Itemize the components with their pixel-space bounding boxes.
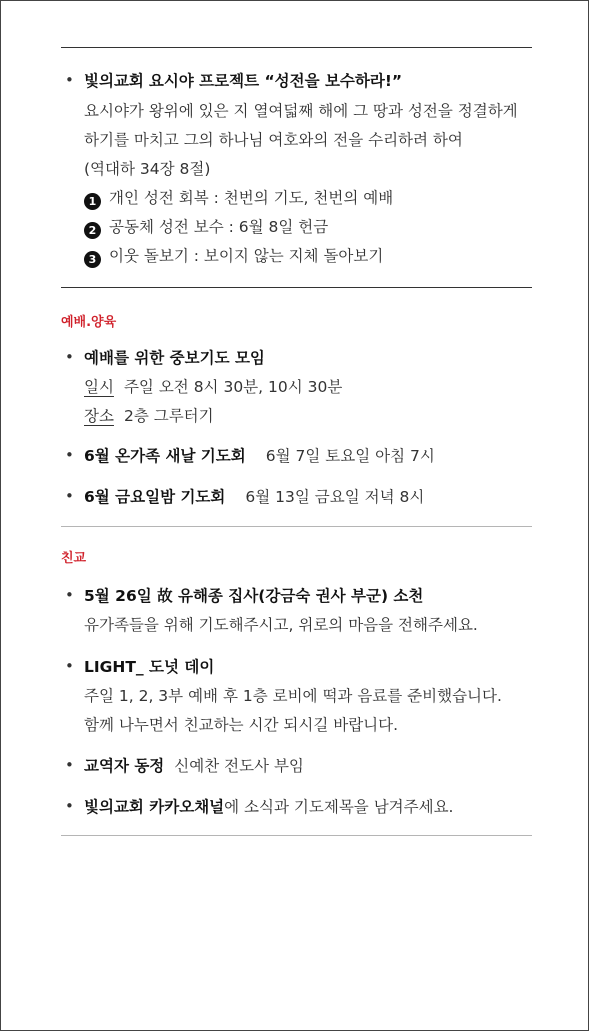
number-3-icon: 3: [84, 251, 101, 268]
staff-news: [84, 754, 304, 776]
bullet-dot: •: [65, 756, 74, 774]
donut-day-title: LIGHT_ 도넛 데이: [84, 658, 215, 676]
bullet-dot: •: [65, 657, 74, 675]
project-item-1: [84, 186, 393, 210]
prayer-meeting-datetime: [84, 375, 342, 397]
bullet-dot: •: [65, 348, 74, 366]
worship-divider: [61, 287, 532, 288]
bullet-dot: •: [65, 586, 74, 604]
project-desc-line1: 요시야가 왕위에 있은 지 열여덟째 해에 그 땅과 성전을 정결하게: [84, 102, 518, 120]
condolence-title: 5월 26일 故 유해종 집사(강금숙 권사 부군) 소천: [84, 587, 424, 605]
datetime-value: 주일 오전 8시 30분, 10시 30분: [123, 378, 343, 396]
project-title: [84, 69, 402, 91]
number-1-icon: 1: [84, 193, 101, 210]
fellowship-divider: [61, 526, 532, 527]
top-divider: [61, 47, 532, 48]
place-label: 장소: [84, 407, 114, 425]
project-item-text: 개인 성전 회복 : 천번의 기도, 천번의 예배: [109, 189, 394, 207]
donut-day-desc1: 주일 1, 2, 3부 예배 후 1층 로비에 떡과 음료를 준비했습니다.: [84, 687, 502, 705]
donut-day-desc2: 함께 나누면서 친교하는 시간 되시길 바랍니다.: [84, 716, 399, 734]
condolence-desc: 유가족들을 위해 기도해주시고, 위로의 마음을 전해주세요.: [84, 616, 478, 634]
bullet-dot: •: [65, 797, 74, 815]
project-item-text: 이웃 돌보기 : 보이지 않는 지체 돌아보기: [109, 247, 384, 265]
project-desc-line2: 하기를 마치고 그의 하나님 여호와의 전을 수리하려 하여: [84, 131, 463, 149]
place-value: 2층 그루터기: [123, 407, 214, 425]
kakao-channel: [84, 795, 454, 817]
staff-title: 교역자 동정: [84, 757, 165, 775]
project-item-text: 공동체 성전 보수 : 6월 8일 헌금: [109, 218, 329, 236]
bullet-dot: •: [65, 446, 74, 464]
bullet-dot: •: [65, 71, 74, 89]
kakao-channel-name: 빛의교회 카카오채널: [84, 798, 225, 816]
bottom-divider: [61, 835, 532, 836]
kakao-channel-rest: 에 소식과 기도제목을 남겨주세요.: [224, 798, 454, 816]
staff-value: 신예찬 전도사 부임: [174, 757, 304, 775]
friday-night-prayer: [84, 485, 424, 507]
project-item-2: [84, 215, 328, 239]
bullet-dot: •: [65, 487, 74, 505]
project-title-rest: 요시야 프로젝트 “성전을 보수하라!”: [148, 72, 403, 90]
project-title-church: 빛의교회: [84, 72, 144, 90]
friday-night-title: 6월 금요일밤 기도회: [84, 488, 226, 506]
prayer-meeting-place: [84, 404, 214, 426]
section-title-worship: 예배.양육: [61, 315, 117, 330]
friday-night-value: 6월 13일 금요일 저녁 8시: [245, 488, 425, 506]
family-dawn-value: 6월 7일 토요일 아침 7시: [265, 447, 435, 465]
section-title-fellowship: 친교: [61, 551, 87, 566]
number-2-icon: 2: [84, 222, 101, 239]
project-item-3: [84, 244, 383, 268]
family-dawn-prayer: [84, 444, 435, 466]
family-dawn-title: 6월 온가족 새날 기도회: [84, 447, 246, 465]
project-desc-line3: (역대하 34장 8절): [84, 160, 211, 178]
prayer-meeting-title: 예배를 위한 중보기도 모임: [84, 349, 265, 367]
datetime-label: 일시: [84, 378, 114, 396]
